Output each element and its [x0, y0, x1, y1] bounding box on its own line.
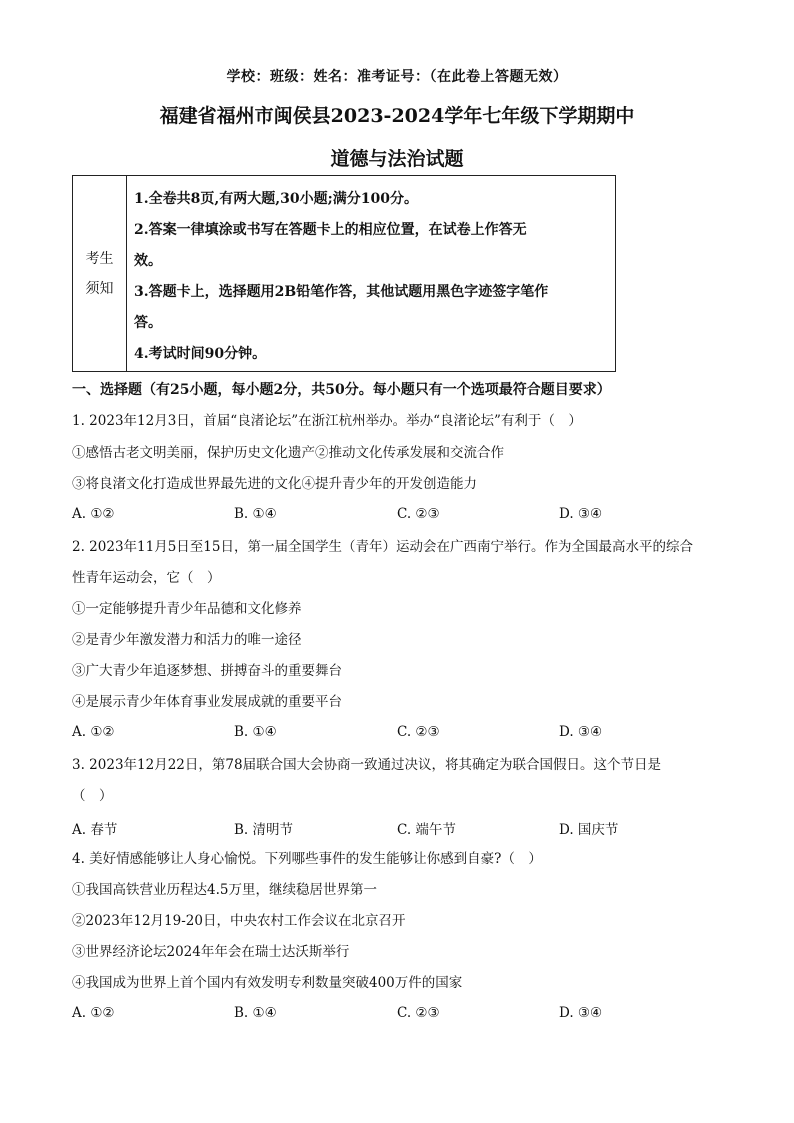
choice-a: A. 春节 — [72, 822, 118, 838]
question-2-stem: 2. 2023年11月5日至15日，第一届全国学生（青年）运动会在广西南宁举行。作为全国最高水平的综合 — [72, 539, 693, 555]
choice-b: B. ①④ — [234, 1005, 277, 1021]
question-2-choices — [72, 724, 672, 744]
choice-b: B. 清明节 — [234, 822, 294, 838]
exam-subject-title: 道德与法治试题 — [330, 148, 464, 170]
section-heading: 一、选择题（有25小题，每小题2分，共50分。每小题只有一个选项最符合题目要求） — [72, 382, 611, 398]
choice-d: D. ③④ — [559, 724, 603, 740]
notice-label-line1: 考生 — [85, 250, 114, 267]
question-4-stem: 4. 美好情感能够让人身心愉悦。下列哪些事件的发生能够让你感到自豪?（ ） — [72, 851, 542, 867]
notice-item: 效。 — [134, 253, 162, 269]
question-1-option: ③将良渚文化打造成世界最先进的文化④提升青少年的开发创造能力 — [72, 476, 477, 492]
question-2-option: ②是青少年激发潜力和活力的唯一途径 — [72, 632, 302, 648]
notice-item: 1.全卷共8页,有两大题,30小题;满分100分。 — [134, 191, 418, 207]
question-3-stem: 3. 2023年12月22日，第78届联合国大会协商一致通过决议，将其确定为联合国假日。这个节日是 — [72, 757, 662, 773]
question-1-stem: 1. 2023年12月3日，首届“良渚论坛”在浙江杭州举办。举办“良渚论坛”有利于（ ） — [72, 413, 582, 429]
question-3-choices — [72, 818, 672, 838]
question-2-option: ④是展示青少年体育事业发展成就的重要平台 — [72, 694, 342, 710]
notice-label-line2: 须知 — [85, 280, 114, 297]
choice-c: C. ②③ — [397, 724, 440, 740]
notice-body — [127, 176, 615, 371]
exam-notice-box — [72, 175, 616, 372]
question-2-option: ①一定能够提升青少年品德和文化修养 — [72, 601, 302, 617]
question-4-option: ④我国成为世界上首个国内有效发明专利数量突破400万件的国家 — [72, 975, 463, 991]
question-2-option: ③广大青少年追逐梦想、拼搏奋斗的重要舞台 — [72, 663, 342, 679]
question-2-stem-cont: 性青年运动会，它（ ） — [72, 570, 221, 586]
choice-c: C. 端午节 — [397, 822, 456, 838]
question-4-option: ②2023年12月19-20日，中央农村工作会议在北京召开 — [72, 913, 406, 929]
exam-title: 福建省福州市闽侯县2023-2024学年七年级下学期期中 — [159, 105, 635, 127]
choice-d: D. ③④ — [559, 1005, 603, 1021]
question-4-choices — [72, 1005, 672, 1025]
choice-c: C. ②③ — [397, 1005, 440, 1021]
student-info-line: 学校：班级：姓名：准考证号：（在此卷上答题无效） — [226, 69, 568, 85]
choice-a: A. ①② — [72, 506, 115, 522]
question-4-option: ①我国高铁营业历程达4.5万里，继续稳居世界第一 — [72, 882, 377, 898]
choice-a: A. ①② — [72, 1005, 115, 1021]
choice-b: B. ①④ — [234, 724, 277, 740]
choice-c: C. ②③ — [397, 506, 440, 522]
notice-label — [73, 176, 127, 371]
choice-d: D. ③④ — [559, 506, 603, 522]
notice-item: 2.答案一律填涂或书写在答题卡上的相应位置，在试卷上作答无 — [134, 222, 527, 238]
notice-item: 4.考试时间90分钟。 — [134, 346, 267, 362]
notice-item: 3.答题卡上，选择题用2B铅笔作答，其他试题用黑色字迹签字笔作 — [134, 284, 549, 300]
question-1-option: ①感悟古老文明美丽，保护历史文化遗产②推动文化传承发展和交流合作 — [72, 445, 504, 461]
choice-a: A. ①② — [72, 724, 115, 740]
question-3-stem-cont: （ ） — [72, 788, 113, 804]
choice-d: D. 国庆节 — [559, 822, 619, 838]
question-4-option: ③世界经济论坛2024年年会在瑞士达沃斯举行 — [72, 944, 350, 960]
choice-b: B. ①④ — [234, 506, 277, 522]
question-1-choices — [72, 506, 672, 526]
notice-item: 答。 — [134, 315, 162, 331]
